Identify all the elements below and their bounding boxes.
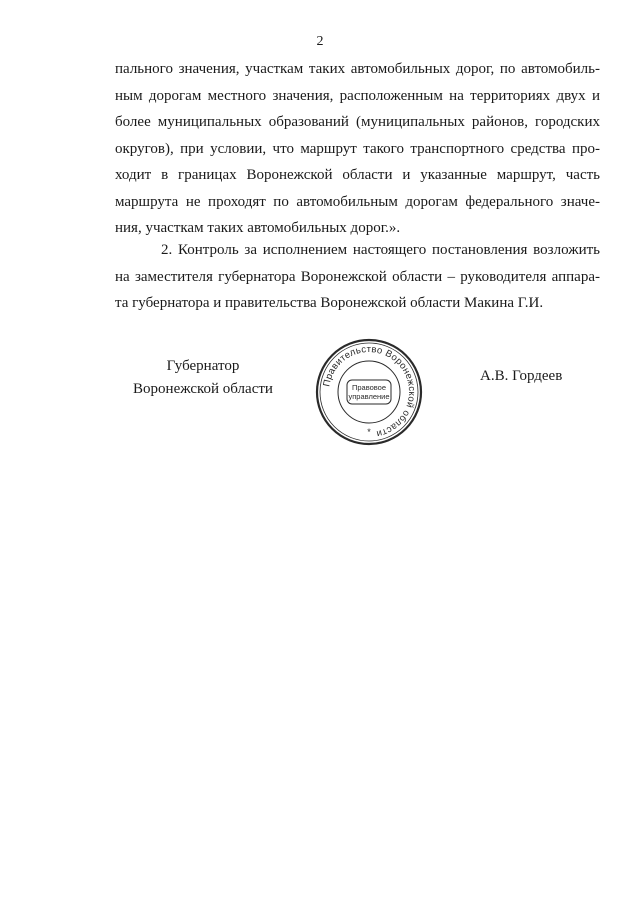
stamp-ring-text: Правительство Воронежской области bbox=[321, 343, 418, 440]
stamp-center-line: Правовое bbox=[351, 383, 387, 392]
paragraph-line: 2. Контроль за исполнением настоящего постановления возложить bbox=[161, 242, 600, 258]
paragraph-line: маршрута не проходят по автомобильным дорогам федерального значе- bbox=[115, 193, 600, 210]
stamp-center-line: управление bbox=[348, 392, 390, 401]
paragraph-line: округов), при условии, что маршрут такого транспортного средства про- bbox=[115, 140, 600, 157]
stamp-star: * bbox=[367, 427, 371, 437]
signatory-title-line: Воронежской области bbox=[133, 381, 273, 397]
signatory-name: А.В. Гордеев bbox=[480, 368, 563, 384]
paragraph-line: та губернатора и правительства Воронежской области Макина Г.И. bbox=[115, 295, 544, 311]
page-number: 2 bbox=[316, 34, 324, 49]
stamp-seal-icon bbox=[314, 337, 424, 447]
signatory-title bbox=[118, 355, 288, 401]
paragraph-line: ходит в границах Воронежской области и указанные маршрут, часть bbox=[115, 167, 600, 183]
paragraph-line: более муниципальных образований (муниципальных районов, городских bbox=[115, 114, 600, 130]
paragraph-clause-2 bbox=[115, 237, 600, 317]
paragraph-line: ния, участкам таких автомобильных дорог.». bbox=[115, 220, 401, 236]
official-stamp bbox=[314, 337, 424, 447]
paragraph-line: пального значения, участкам таких автомобильных дорог, по автомобиль- bbox=[115, 61, 600, 77]
paragraph-line: на заместителя губернатора Воронежской области – руководителя аппара- bbox=[115, 268, 600, 285]
paragraph-line: ным дорогам местного значения, расположенным на территориях двух и bbox=[115, 87, 600, 104]
paragraph-continued bbox=[115, 56, 600, 242]
signatory-title-line: Губернатор bbox=[166, 358, 240, 374]
